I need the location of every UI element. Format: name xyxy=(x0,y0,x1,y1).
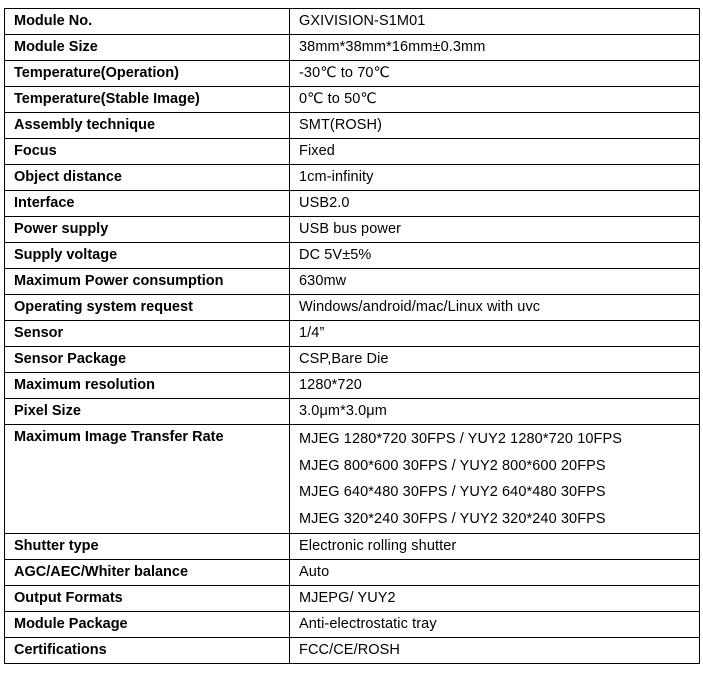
spec-label: Output Formats xyxy=(5,586,290,612)
spec-row-certifications xyxy=(5,638,700,664)
spec-row-module-package xyxy=(5,612,700,638)
spec-label: Maximum Image Transfer Rate xyxy=(5,425,290,534)
spec-table xyxy=(4,8,700,664)
transfer-rate-line: MJEG 800*600 30FPS / YUY2 800*600 20FPS xyxy=(299,457,606,474)
spec-label: Assembly technique xyxy=(5,113,290,139)
spec-value: 38mm*38mm*16mm±0.3mm xyxy=(290,35,700,61)
spec-label: AGC/AEC/Whiter balance xyxy=(5,560,290,586)
spec-row-temperature-operation xyxy=(5,61,700,87)
spec-label: Sensor xyxy=(5,321,290,347)
spec-row-sensor-package xyxy=(5,347,700,373)
spec-value: GXIVISION-S1M01 xyxy=(290,9,700,35)
spec-label: Maximum resolution xyxy=(5,373,290,399)
transfer-rate-line: MJEG 320*240 30FPS / YUY2 320*240 30FPS xyxy=(299,510,606,527)
spec-value: Fixed xyxy=(290,139,700,165)
spec-value: Anti-electrostatic tray xyxy=(290,612,700,638)
transfer-rate-list xyxy=(290,425,700,534)
spec-row-module-size xyxy=(5,35,700,61)
spec-label: Module Size xyxy=(5,35,290,61)
spec-row-max-image-transfer-rate xyxy=(5,425,700,534)
spec-value: Auto xyxy=(290,560,700,586)
spec-row-assembly-technique xyxy=(5,113,700,139)
spec-row-interface xyxy=(5,191,700,217)
spec-value: USB2.0 xyxy=(290,191,700,217)
spec-row-operating-system xyxy=(5,295,700,321)
spec-label: Temperature(Operation) xyxy=(5,61,290,87)
spec-value: 1cm-infinity xyxy=(290,165,700,191)
spec-value: 1280*720 xyxy=(290,373,700,399)
spec-value: 0℃ to 50℃ xyxy=(290,87,700,113)
spec-value: MJEPG/ YUY2 xyxy=(290,586,700,612)
spec-row-output-formats xyxy=(5,586,700,612)
spec-value: CSP,Bare Die xyxy=(290,347,700,373)
spec-row-module-no xyxy=(5,9,700,35)
spec-label: Supply voltage xyxy=(5,243,290,269)
spec-value: Windows/android/mac/Linux with uvc xyxy=(290,295,700,321)
spec-label: Temperature(Stable Image) xyxy=(5,87,290,113)
spec-label: Power supply xyxy=(5,217,290,243)
spec-row-shutter-type xyxy=(5,534,700,560)
spec-value: 3.0μm*3.0μm xyxy=(290,399,700,425)
spec-row-supply-voltage xyxy=(5,243,700,269)
spec-value: -30℃ to 70℃ xyxy=(290,61,700,87)
spec-row-max-resolution xyxy=(5,373,700,399)
spec-label: Pixel Size xyxy=(5,399,290,425)
spec-label: Interface xyxy=(5,191,290,217)
spec-value: FCC/CE/ROSH xyxy=(290,638,700,664)
spec-row-sensor xyxy=(5,321,700,347)
spec-label: Module Package xyxy=(5,612,290,638)
spec-label: Sensor Package xyxy=(5,347,290,373)
spec-value: DC 5V±5% xyxy=(290,243,700,269)
spec-label: Focus xyxy=(5,139,290,165)
spec-value: 1/4” xyxy=(290,321,700,347)
spec-label: Object distance xyxy=(5,165,290,191)
spec-row-agc-aec-white-balance xyxy=(5,560,700,586)
spec-label: Certifications xyxy=(5,638,290,664)
spec-row-object-distance xyxy=(5,165,700,191)
spec-row-temperature-stable-image xyxy=(5,87,700,113)
spec-value: USB bus power xyxy=(290,217,700,243)
spec-value: Electronic rolling shutter xyxy=(290,534,700,560)
spec-value: SMT(ROSH) xyxy=(290,113,700,139)
transfer-rate-line: MJEG 640*480 30FPS / YUY2 640*480 30FPS xyxy=(299,484,606,500)
spec-label: Maximum Power consumption xyxy=(5,269,290,295)
spec-row-pixel-size xyxy=(5,399,700,425)
spec-label: Shutter type xyxy=(5,534,290,560)
transfer-rate-line: MJEG 1280*720 30FPS / YUY2 1280*720 10FPS xyxy=(299,431,623,447)
spec-row-power-supply xyxy=(5,217,700,243)
spec-label: Operating system request xyxy=(5,295,290,321)
spec-label: Module No. xyxy=(5,9,290,35)
spec-row-max-power-consumption xyxy=(5,269,700,295)
spec-row-focus xyxy=(5,139,700,165)
spec-value: 630mw xyxy=(290,269,700,295)
